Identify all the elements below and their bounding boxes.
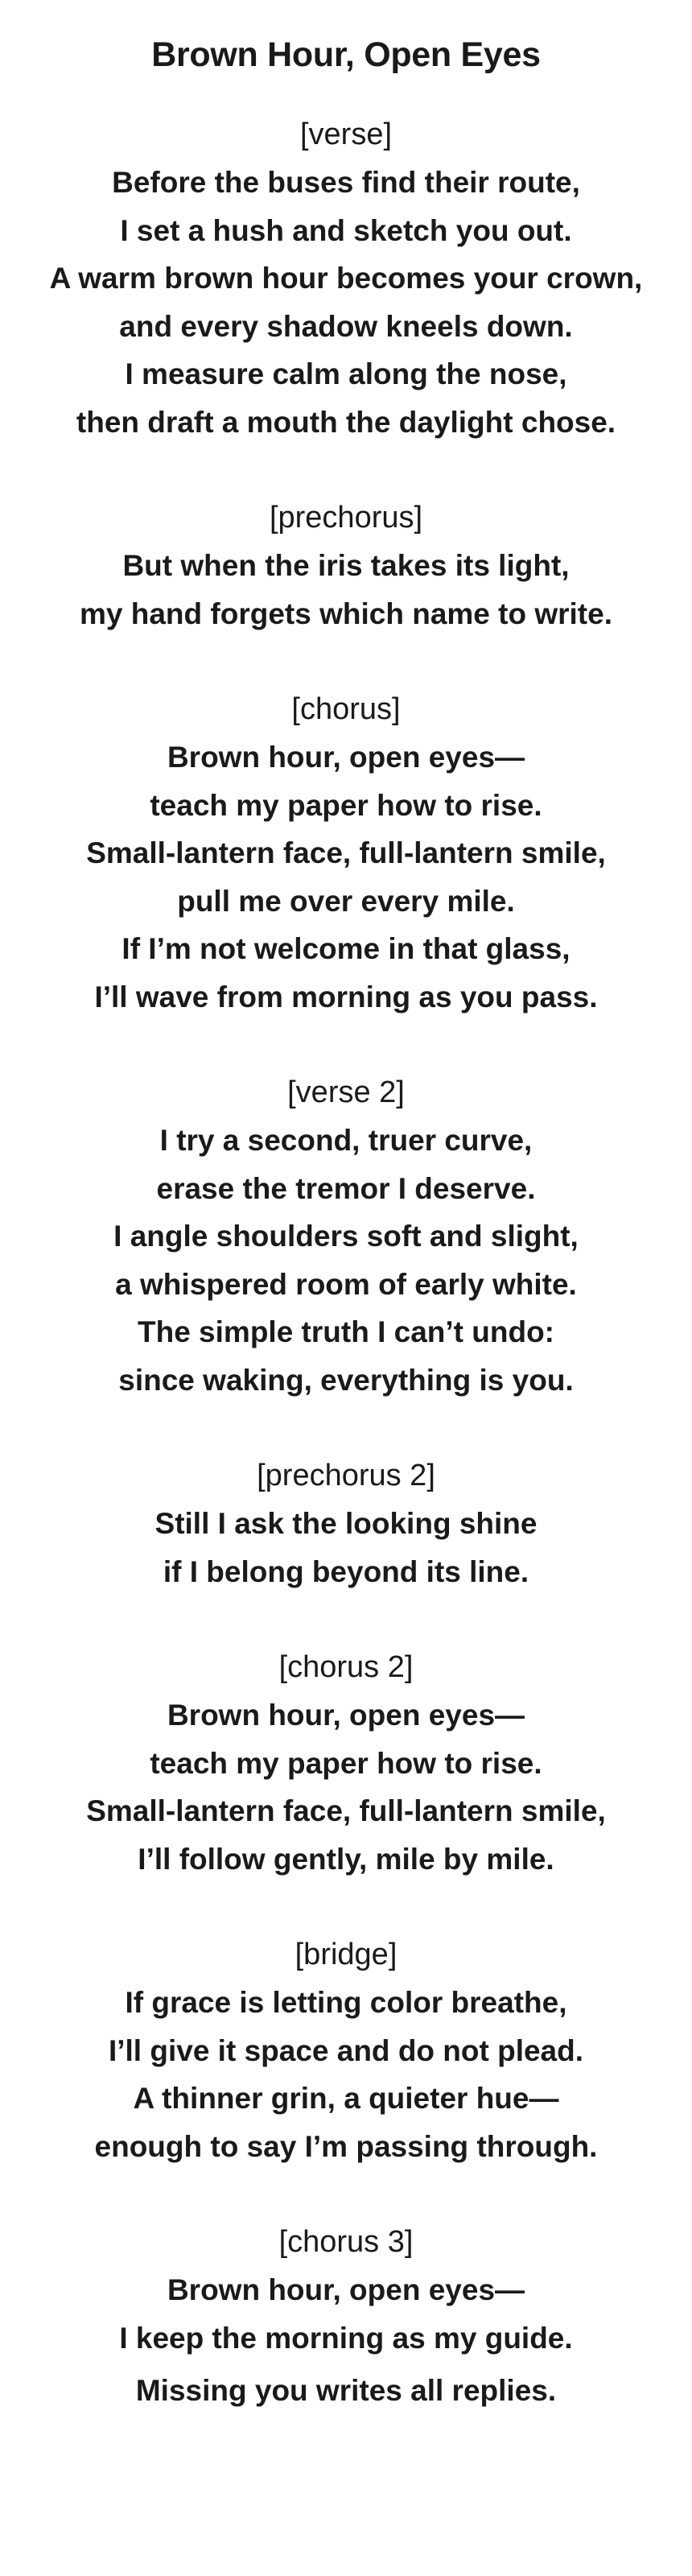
lyric-line: pull me over every mile. xyxy=(177,884,515,918)
lyric-line: Brown hour, open eyes— xyxy=(167,1699,525,1732)
lyric-line: Brown hour, open eyes— xyxy=(167,2273,525,2306)
song-title: Brown Hour, Open Eyes xyxy=(151,35,541,74)
section-label: [prechorus 2] xyxy=(257,1459,435,1492)
section-label: [prechorus] xyxy=(269,501,423,535)
lyric-line: and every shadow kneels down. xyxy=(119,309,573,343)
lyric-line: Missing you writes all replies. xyxy=(135,2374,557,2407)
lyric-line: a whispered room of early white. xyxy=(115,1267,577,1301)
section-label: [chorus] xyxy=(291,692,401,726)
lyric-line: my hand forgets which name to write. xyxy=(80,597,612,630)
lyrics-body xyxy=(0,111,692,2415)
lyric-line: I’ll wave from morning as you pass. xyxy=(94,980,598,1013)
section-label: [chorus 3] xyxy=(278,2225,414,2259)
section-label: [verse] xyxy=(299,118,393,151)
lyrics-section xyxy=(0,1644,692,1883)
lyric-line: teach my paper how to rise. xyxy=(150,788,542,822)
section-label: [chorus 2] xyxy=(278,1650,414,1684)
section-label: [verse 2] xyxy=(287,1075,405,1109)
section-label: [bridge] xyxy=(295,1938,397,1971)
lyrics-section xyxy=(0,1069,692,1404)
lyric-line: A thinner grin, a quieter hue— xyxy=(133,2082,559,2115)
lyric-line: If I’m not welcome in that glass, xyxy=(122,932,570,965)
lyric-line: But when the iris takes its light, xyxy=(122,549,570,582)
lyric-line: Small-lantern face, full-lantern smile, xyxy=(86,1794,606,1827)
lyric-line: I angle shoulders soft and slight, xyxy=(113,1220,579,1253)
lyric-line: I keep the morning as my guide. xyxy=(119,2321,573,2355)
lyrics-section xyxy=(0,1931,692,2170)
lyric-line: then draft a mouth the daylight chose. xyxy=(76,405,616,439)
lyric-line: I measure calm along the nose, xyxy=(125,357,567,390)
lyrics-section xyxy=(0,2219,692,2415)
lyrics-section xyxy=(0,111,692,446)
lyric-line: since waking, everything is you. xyxy=(118,1363,574,1397)
lyric-line: Small-lantern face, full-lantern smile, xyxy=(86,836,606,869)
lyrics-section xyxy=(0,494,692,638)
lyric-line: I try a second, truer curve, xyxy=(159,1124,533,1157)
lyrics-section xyxy=(0,1452,692,1596)
lyric-line: A warm brown hour becomes your crown, xyxy=(49,262,643,295)
lyric-line: teach my paper how to rise. xyxy=(150,1746,542,1780)
lyric-line: I’ll follow gently, mile by mile. xyxy=(138,1842,554,1876)
lyric-line: If grace is letting color breathe, xyxy=(125,1986,567,2019)
lyric-line: enough to say I’m passing through. xyxy=(94,2129,598,2163)
lyric-line: erase the tremor I deserve. xyxy=(156,1171,536,1205)
lyric-line: Brown hour, open eyes— xyxy=(167,741,525,774)
lyric-line: The simple truth I can’t undo: xyxy=(138,1315,554,1348)
lyric-line: I set a hush and sketch you out. xyxy=(120,213,572,247)
lyrics-section xyxy=(0,686,692,1021)
lyric-line: Still I ask the looking shine xyxy=(154,1507,538,1540)
lyric-line: Before the buses find their route, xyxy=(112,166,580,199)
lyric-line: I’ll give it space and do not plead. xyxy=(108,2033,584,2067)
lyric-line: if I belong beyond its line. xyxy=(163,1554,529,1588)
